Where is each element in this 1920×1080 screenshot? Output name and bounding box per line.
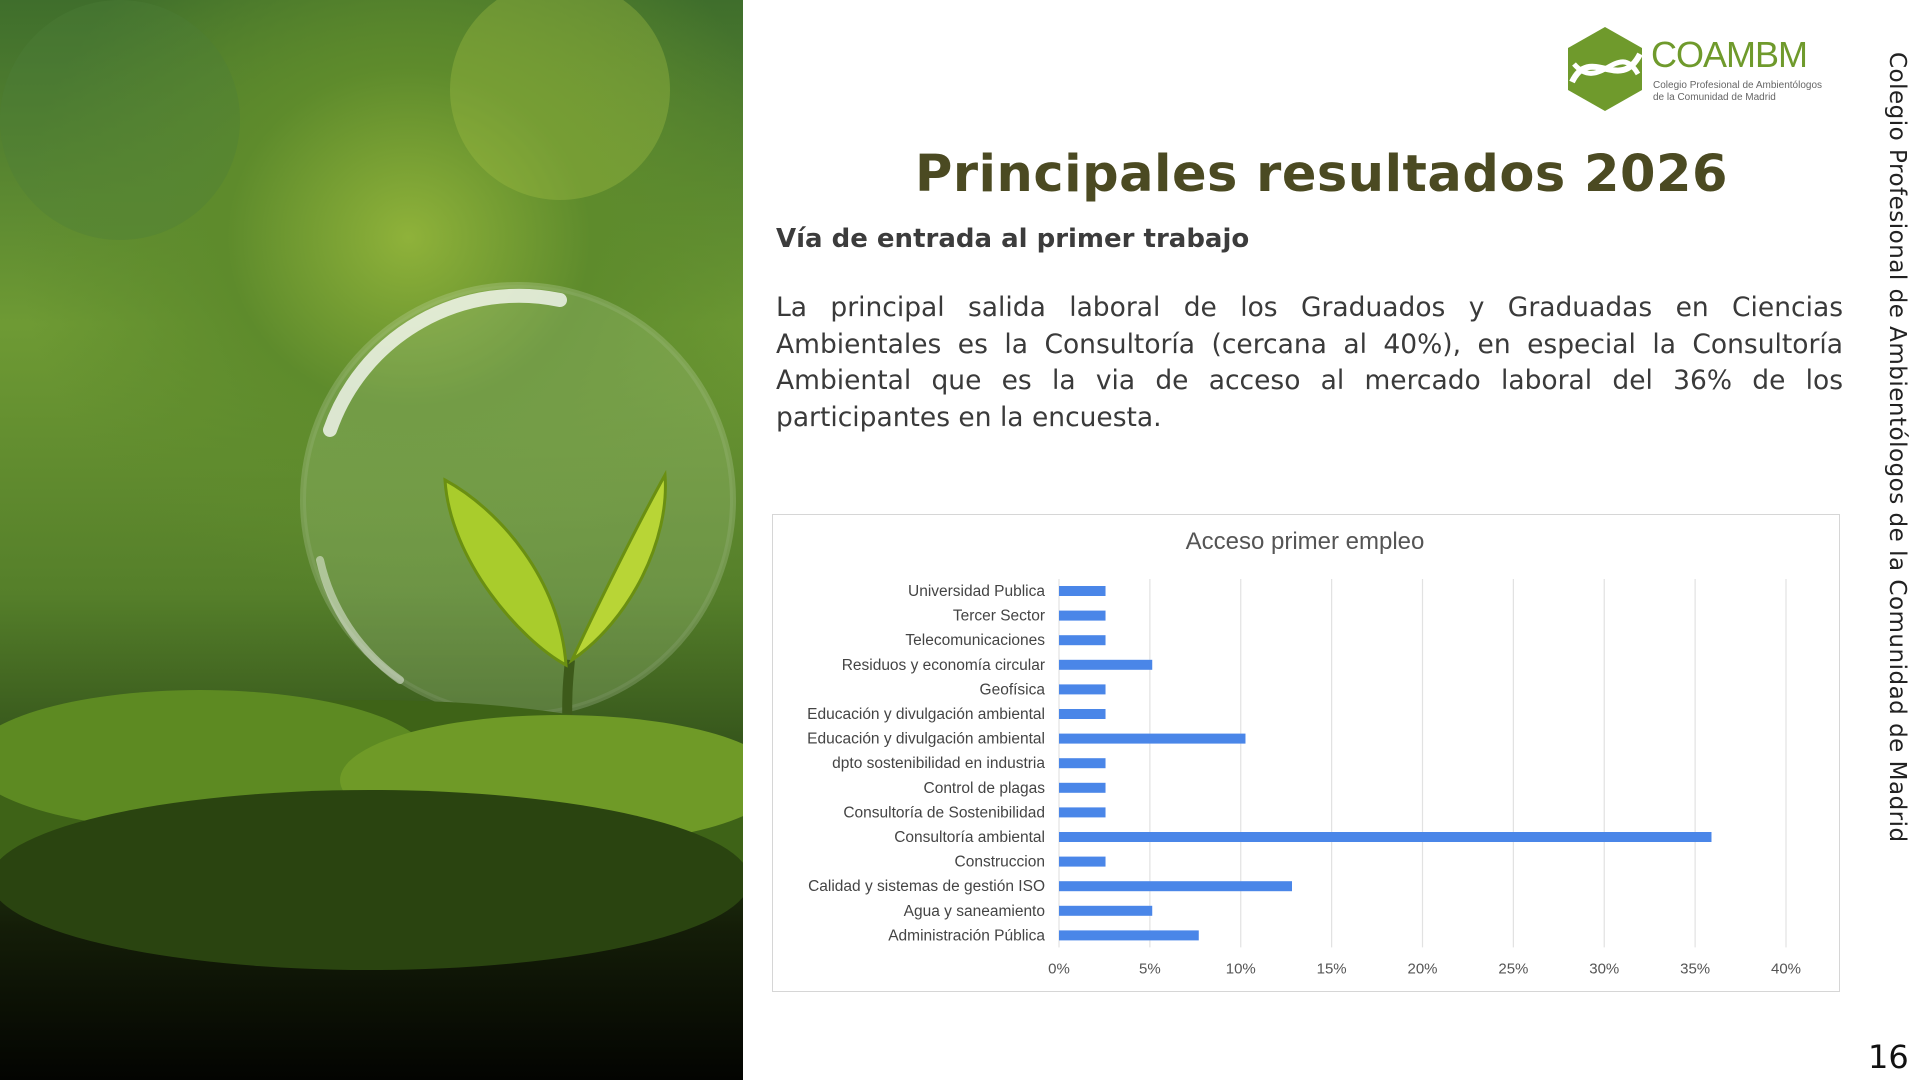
bar-chart [772,514,1840,992]
bar [1059,807,1106,817]
x-tick-label: 0% [1048,960,1070,978]
bar [1059,832,1711,842]
slide-body-text: La principal salida laboral de los Graduados y Graduadas en Ciencias Ambientales es la Consultoría (cercana al 40%), en especial la Consultoría Ambiental que es la via de acceso al mercado laboral del 36% de los participantes en la encuesta. [776,292,1843,433]
y-category-label: Control de plagas [923,779,1045,797]
y-category-label: Tercer Sector [952,607,1045,625]
bar [1059,857,1106,867]
y-category-label: dpto sostenibilidad en industria [832,755,1045,773]
bar [1059,611,1106,621]
y-category-label: Administración Pública [888,927,1045,945]
bar [1059,734,1245,744]
chart-title: Acceso primer empleo [1185,528,1425,555]
bar [1059,660,1152,670]
slide-subtitle: Vía de entrada al primer trabajo [776,224,1250,254]
side-organization-text: Colegio Profesional de Ambientólogos de la Comunidad de Madrid [1884,52,1910,843]
y-category-label: Agua y saneamiento [903,902,1045,920]
bar [1059,758,1106,768]
bar [1059,930,1199,940]
x-tick-label: 10% [1225,960,1256,978]
y-category-label: Calidad y sistemas de gestión ISO [808,878,1045,896]
x-tick-label: 5% [1139,960,1161,978]
y-category-label: Telecomunicaciones [905,632,1045,650]
x-tick-label: 40% [1770,960,1802,978]
y-category-label: Geofísica [979,681,1045,699]
logo-subtitle-line2: de la Comunidad de Madrid [1653,92,1776,103]
hero-photo [0,0,743,1080]
y-category-label: Educación y divulgación ambiental [807,730,1045,748]
y-category-label: Construccion [954,853,1045,871]
y-category-label: Residuos y economía circular [841,656,1045,674]
bar [1059,709,1106,719]
leaf-logo-icon [1560,24,1650,114]
y-category-label: Consultoría de Sostenibilidad [843,804,1045,822]
y-category-label: Educación y divulgación ambiental [807,706,1045,723]
x-tick-label: 25% [1498,960,1529,978]
y-category-label: Universidad Publica [908,583,1045,600]
slide-title: Principales resultados 2026 [915,145,1728,204]
x-tick-label: 35% [1680,960,1711,978]
page-number: 16 [1868,1038,1909,1076]
bar [1059,906,1152,916]
bar [1059,881,1292,891]
bar [1059,586,1106,596]
bar [1059,783,1106,793]
logo-subtitle [1653,80,1873,104]
logo-brand: COAMBM [1651,34,1807,75]
bar [1059,684,1106,694]
bar [1059,635,1106,645]
x-tick-label: 30% [1589,960,1620,978]
x-tick-label: 20% [1407,960,1438,978]
y-category-label: Consultoría ambiental [894,829,1045,846]
x-tick-label: 15% [1316,960,1347,978]
logo-subtitle-line1: Colegio Profesional de Ambientólogos [1653,80,1822,91]
chart-canvas [773,515,1839,991]
